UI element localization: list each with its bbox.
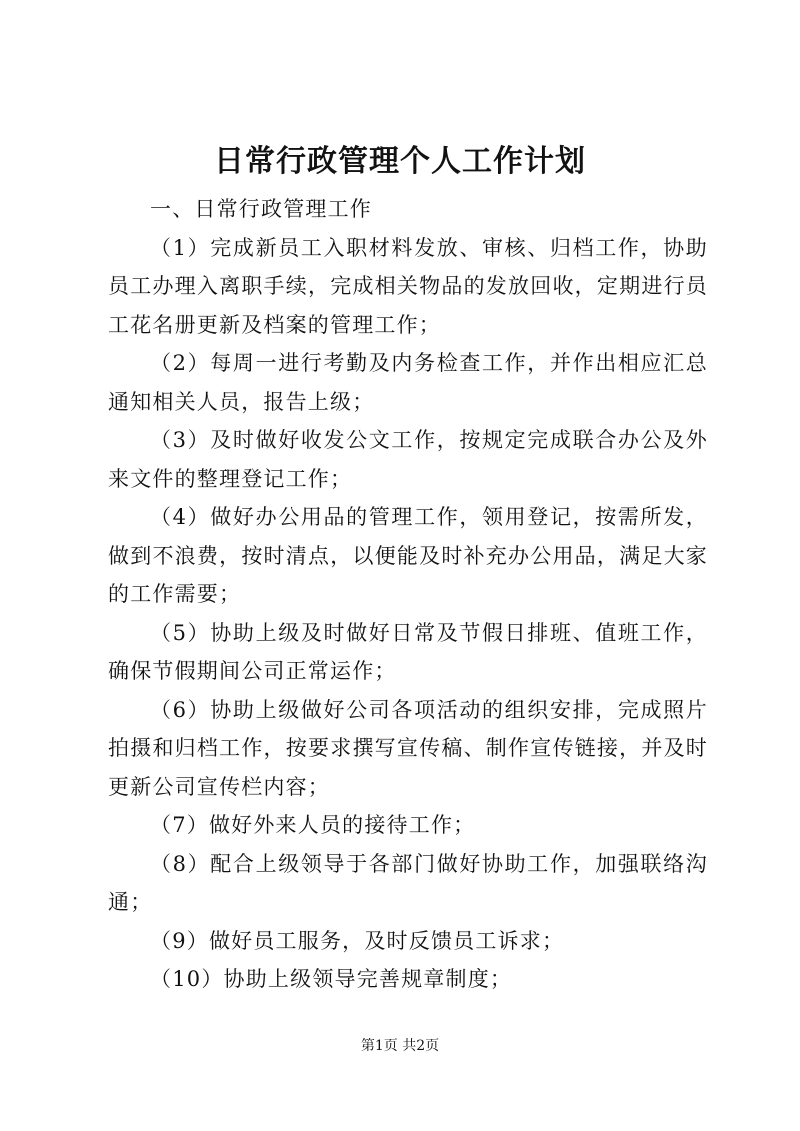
document-title: 日常行政管理个人工作计划 <box>214 144 586 179</box>
paragraph: （5）协助上级及时做好日常及节假日排班、值班工作，确保节假期间公司正常运作； <box>108 620 708 683</box>
paragraph: （1）完成新员工入职材料发放、审核、归档工作，协助员工办理入离职手续，完成相关物品的发放回收，定期进行员工花名册更新及档案的管理工作； <box>108 235 708 337</box>
paragraph: （8）配合上级领导于各部门做好协助工作，加强联络沟通； <box>108 851 708 914</box>
paragraph: （4）做好办公用品的管理工作，领用登记，按需所发，做到不浪费，按时清点，以便能及时补充办公用品，满足大家的工作需要； <box>108 505 708 606</box>
paragraph: （6）协助上级做好公司各项活动的组织安排，完成照片拍摄和归档工作，按要求撰写宣传稿、制作宣传链接，并及时更新公司宣传栏内容； <box>108 697 708 799</box>
paragraph: （7）做好外来人员的接待工作； <box>150 813 476 837</box>
page-footer: 第1页 共2页 <box>360 1038 440 1054</box>
paragraph: （2）每周一进行考勤及内务检查工作，并作出相应汇总通知相关人员，报告上级； <box>108 351 708 414</box>
paragraph: （3）及时做好收发公文工作，按规定完成联合办公及外来文件的整理登记工作； <box>108 428 708 491</box>
paragraph: （10）协助上级领导完善规章制度； <box>150 967 513 991</box>
section-heading: 一、日常行政管理工作 <box>150 197 372 221</box>
paragraph: （9）做好员工服务，及时反馈员工诉求； <box>150 928 565 953</box>
document-body <box>108 190 708 999</box>
